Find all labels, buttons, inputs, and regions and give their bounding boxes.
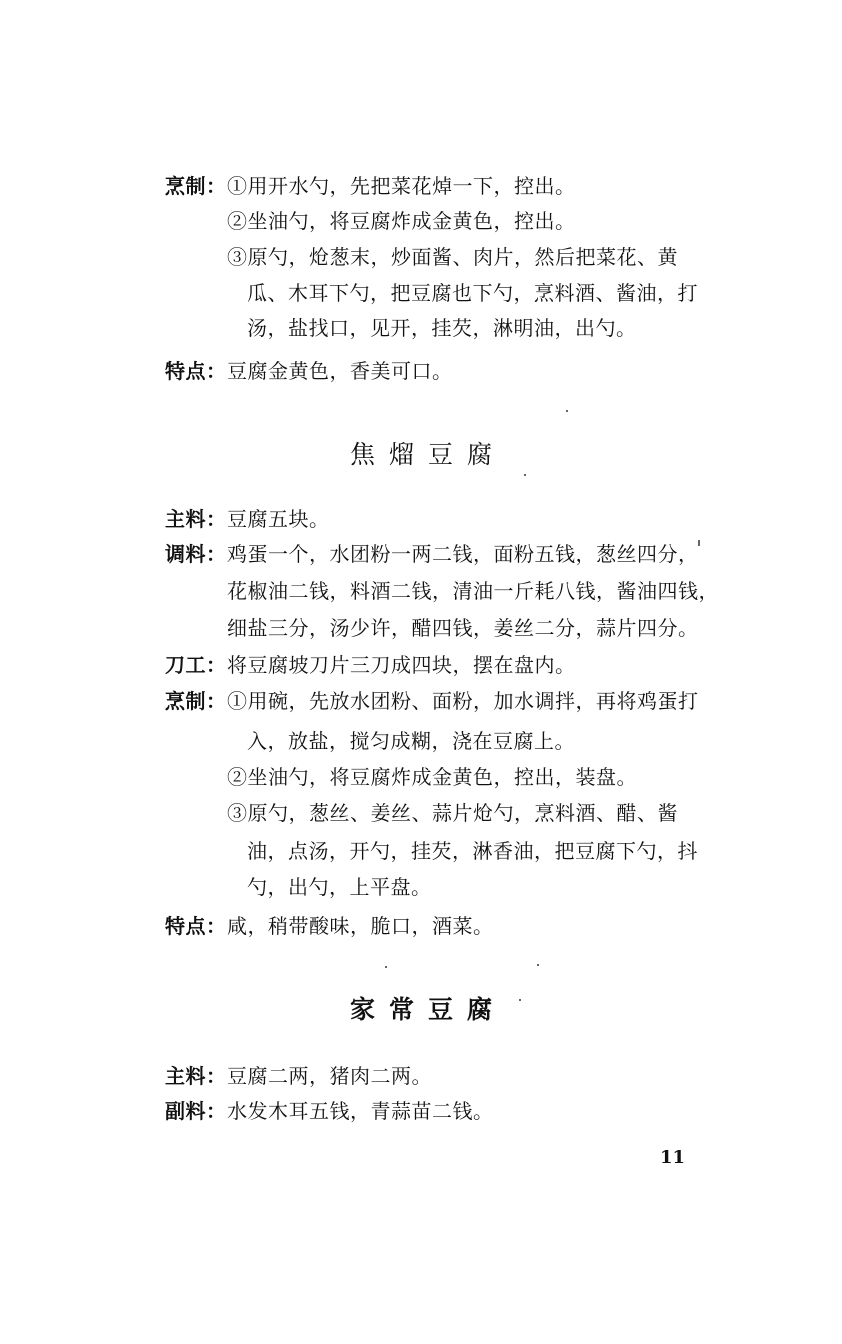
seasonings-text: 鸡蛋一个，水团粉一两二钱，面粉五钱，葱丝四分， — [227, 542, 699, 566]
cooking-label: 烹制： — [165, 689, 227, 713]
cooking-step-3-cont: 油，点汤，开勺，挂芡，淋香油，把豆腐下勺，抖 — [247, 839, 698, 863]
cooking-step-3-cont: 瓜、木耳下勺，把豆腐也下勺，烹料酒、酱油，打 — [247, 281, 698, 305]
seasonings-line-cont: 细盐三分，汤少许，醋四钱，姜丝二分，蒜片四分。 — [227, 616, 699, 640]
step-text: ①用碗，先放水团粉、面粉，加水调拌，再将鸡蛋打 — [227, 689, 699, 713]
main-ingredients-text: 豆腐二两，猪肉二两。 — [227, 1064, 432, 1088]
seasonings-label: 调料： — [165, 542, 227, 566]
recipe-title: 家常豆腐 — [349, 995, 506, 1024]
main-ingredients-label: 主料： — [165, 507, 227, 531]
cooking-step-2: ②坐油勺，将豆腐炸成金黄色，控出。 — [227, 209, 576, 233]
print-speck — [566, 410, 568, 412]
print-speck — [519, 999, 521, 1001]
auxiliary-ingredients-line — [165, 1099, 705, 1123]
feature-line — [165, 359, 705, 383]
cooking-step-1 — [165, 689, 705, 713]
cooking-step-1-cont: 入，放盐，搅匀成糊，浇在豆腐上。 — [247, 729, 575, 753]
feature-line — [165, 914, 705, 938]
main-ingredients-label: 主料： — [165, 1064, 227, 1088]
seasonings-line — [165, 542, 705, 566]
step-text: ①用开水勺，先把菜花焯一下，控出。 — [227, 174, 576, 198]
print-speck — [698, 540, 700, 546]
knife-work-label: 刀工： — [165, 653, 227, 677]
print-speck — [385, 966, 387, 968]
feature-text: 咸，稍带酸味，脆口，酒菜。 — [227, 914, 494, 938]
page-number: 11 — [660, 1147, 686, 1168]
cooking-step-3-cont: 汤，盐找口，见开，挂芡，淋明油，出勺。 — [247, 316, 637, 340]
feature-label: 特点： — [165, 914, 227, 938]
knife-work-text: 将豆腐坡刀片三刀成四块，摆在盘内。 — [227, 653, 576, 677]
auxiliary-label: 副料： — [165, 1099, 227, 1123]
recipe-title: 焦熘豆腐 — [349, 440, 506, 469]
cooking-step-1 — [165, 174, 705, 198]
auxiliary-text: 水发木耳五钱，青蒜苗二钱。 — [227, 1099, 494, 1123]
cooking-step-3: ③原勺，炝葱末，炒面酱、肉片，然后把菜花、黄 — [227, 245, 678, 269]
knife-work-line — [165, 653, 705, 677]
cooking-step-3: ③原勺，葱丝、姜丝、蒜片炝勺，烹料酒、醋、酱 — [227, 801, 678, 825]
cooking-label: 烹制： — [165, 174, 227, 198]
print-speck — [537, 964, 539, 966]
feature-label: 特点： — [165, 359, 227, 383]
cooking-step-3-cont: 勺，出勺，上平盘。 — [247, 875, 432, 899]
main-ingredients-line — [165, 507, 705, 531]
main-ingredients-line — [165, 1064, 705, 1088]
cooking-step-2: ②坐油勺，将豆腐炸成金黄色，控出，装盘。 — [227, 765, 637, 789]
print-speck — [524, 474, 526, 476]
seasonings-line-cont: 花椒油二钱，料酒二钱，清油一斤耗八钱，酱油四钱， — [227, 579, 719, 603]
main-ingredients-text: 豆腐五块。 — [227, 507, 330, 531]
feature-text: 豆腐金黄色，香美可口。 — [227, 359, 453, 383]
